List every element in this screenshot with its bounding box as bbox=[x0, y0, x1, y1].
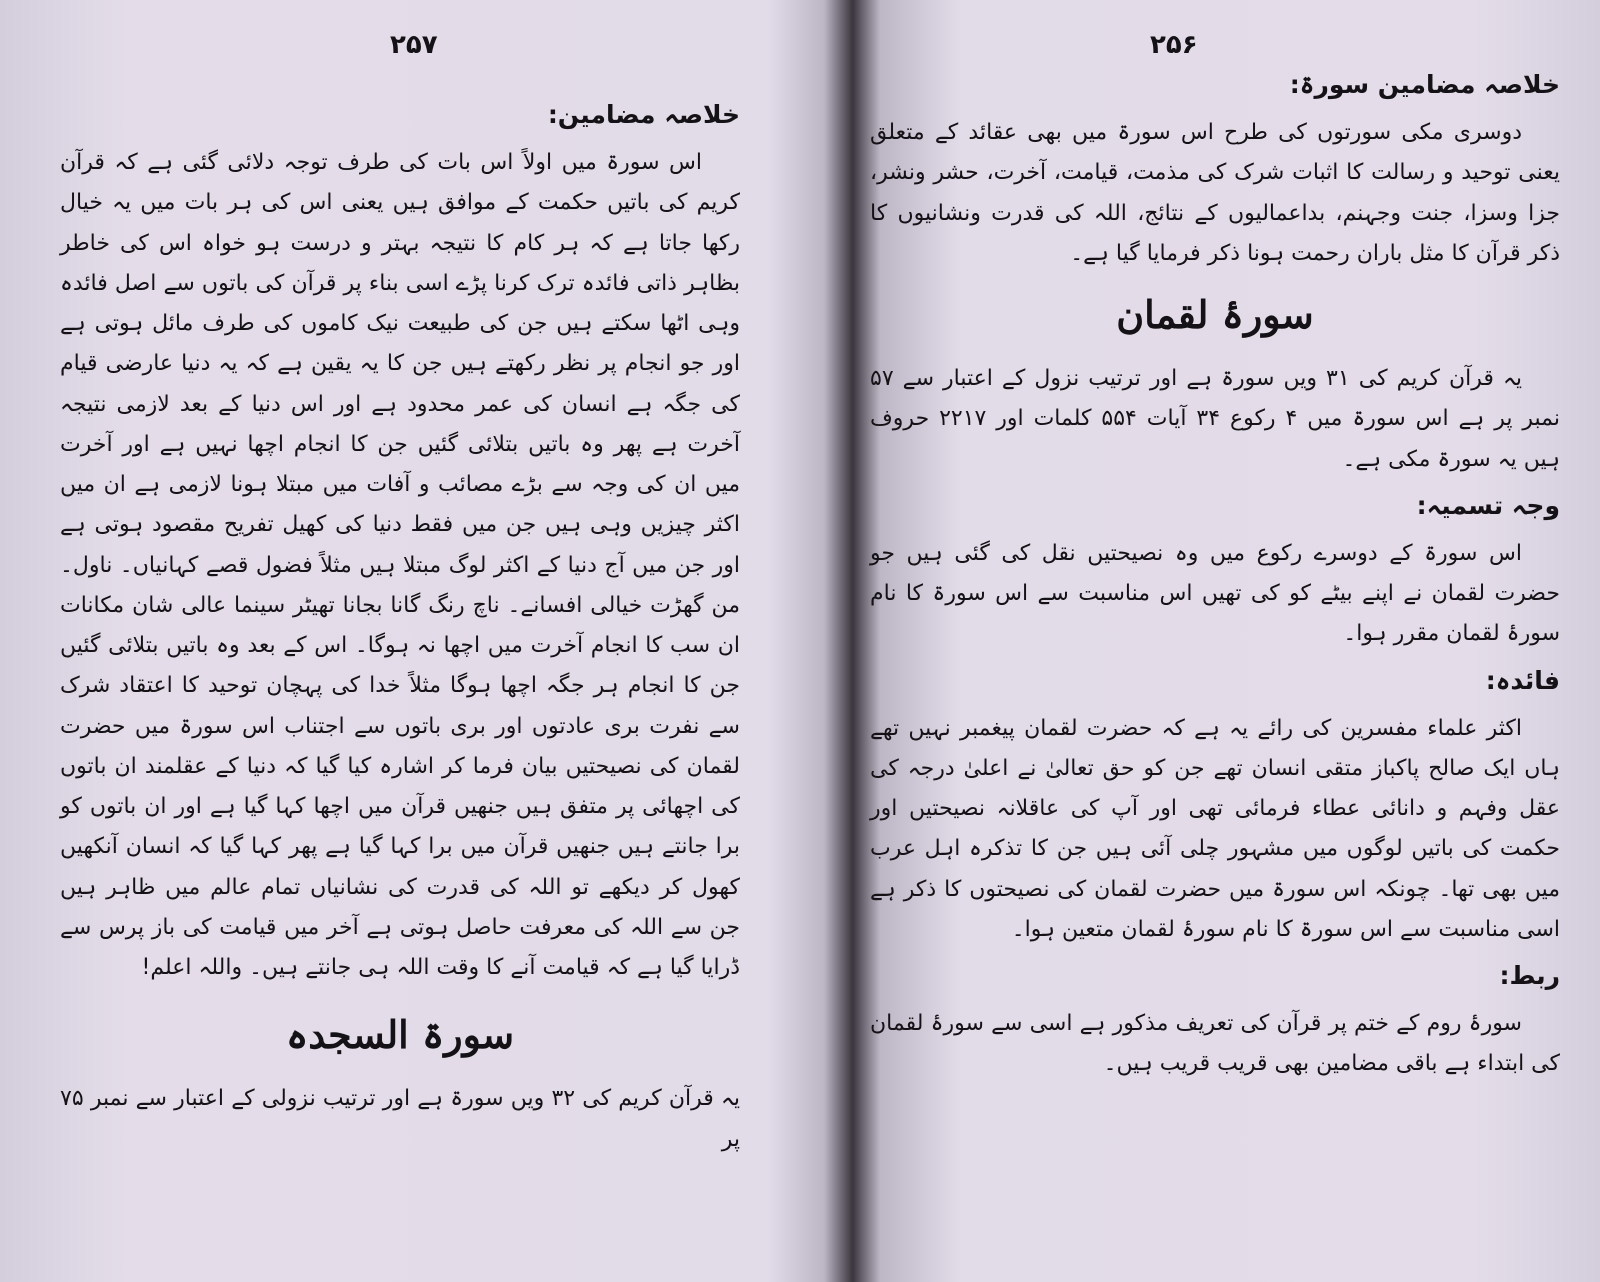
section-heading-summary: خلاصہ مضامین: bbox=[547, 100, 740, 129]
intro-paragraph: یہ قرآن کریم کی ۳۲ ویں سورۃ ہے اور ترتیب نزولی کے اعتبار سے نمبر ۷۵ پر bbox=[60, 1086, 740, 1152]
link-paragraph: سورۂ روم کے ختم پر قرآن کی تعریف مذکور ہے اسی سے سورۂ لقمان کی ابتداء ہے باقی مضامین بھی قریب قریب ہیں۔ bbox=[870, 1011, 1560, 1077]
naming-paragraph: اس سورۃ کے دوسرے رکوع میں وہ نصیحتیں نقل کی گئی ہیں جو حضرت لقمان نے اپنے بیٹے کو کی تھیں اس مناسبت سے اس سورۃ کا نام سورۂ لقمان مقرر ہوا۔ bbox=[870, 540, 1560, 647]
summary-paragraph: اس سورۃ میں اولاً اس بات کی طرف توجہ دلائی گئی ہے کہ قرآن کریم کی باتیں حکمت کے موافق ہیں یعنی اس کی ہر بات میں یہ خیال رکھا جاتا ہے کہ ہر کام کا نتیجہ بہتر و درست ہو خواہ اس کی خاطر بظاہر ذاتی فائدہ ترک کرنا پڑے اسی بناء پر قرآن کی باتوں سے اصل فائدہ وہی اٹھا سکتے ہیں جن کی طبیعت نیک کاموں کی طرف مائل ہوتی ہے اور جو انجام پر نظر رکھتے ہیں جن کا یہ یقین ہے کہ یہ دنیا عارضی قیام کی جگہ ہے انسان کی عمر محدود ہے اور اس دنیا کے بعد لازمی نتیجہ آخرت ہے پھر وہ باتیں بتلائی گئیں جن کا انجام اچھا نہیں ہے اور آخرت میں ان کی وجہ سے بڑے مصائب و آفات میں مبتلا ہونا لازمی ہے ان میں اکثر چیزیں وہی ہیں جن میں فقط دنیا کی کھیل تفریح مقصود ہوتی ہے اور جن میں آج دنیا کے اکثر لوگ مبتلا ہیں مثلاً فضول قصے کہانیاں۔ ناول۔ من گھڑت خیالی افسانے۔ ناچ رنگ گانا بجانا تھیٹر سینما عالی شان مکانات ان سب کا انجام آخرت میں اچھا نہ ہوگا۔ اس کے بعد وہ باتیں بتلائی گئیں جن کا انجام ہر جگہ اچھا ہوگا مثلاً خدا کی پہچان توحید کا اعتقاد شرک سے نفرت بری عادتوں اور بری باتوں سے اجتناب اس سورۃ میں حضرت لقمان کی نصیحتیں بیان فرما کر اشارہ کیا گیا کہ دنیا کے عقلمند ان باتوں کی اچھائی پر متفق ہیں جنھیں قرآن میں اچھا کہا گیا ہے اور ان باتوں کو برا جانتے ہیں جنھیں قرآن میں برا کہا گیا ہے پھر کہا گیا کہ انسان آنکھیں کھول کر دیکھے تو اللہ کی قدرت کی نشانیاں تمام عالم میں ظاہر ہیں جن سے اللہ کی معرفت حاصل ہوتی ہے آخر میں قیامت کی باز پرس سے ڈرایا گیا ہے کہ قیامت آنے کا وقت اللہ ہی جانتے ہیں۔ واللہ اعلم! bbox=[60, 150, 740, 980]
summary-paragraph: دوسری مکی سورتوں کی طرح اس سورۃ میں بھی عقائد کے متعلق یعنی توحید و رسالت کا اثبات شرک کی مذمت، قیامت، آخرت، حشر ونشر، جزا وسزا، جنت وجہنم، بداعمالیوں کے نتائج، اللہ کی قدرت ونشانیوں کا ذکر قرآن کا مثل باران رحمت ہونا ذکر فرمایا گیا ہے۔ bbox=[870, 120, 1560, 266]
section-heading-benefit: فائدہ: bbox=[1485, 665, 1560, 695]
right-page-content bbox=[870, 65, 1560, 1091]
surah-title: سورۃ السجدہ bbox=[285, 1012, 515, 1058]
section-heading-link: ربط: bbox=[1499, 961, 1560, 991]
right-page bbox=[860, 0, 1600, 1282]
section-heading-summary: خلاصہ مضامین سورۃ: bbox=[1289, 70, 1560, 99]
benefit-paragraph: اکثر علماء مفسرین کی رائے یہ ہے کہ حضرت لقمان پیغمبر نہیں تھے ہاں ایک صالح پاکباز متقی انسان تھے جن کو حق تعالیٰ نے اعلیٰ درجہ کی عقل وفہم و دانائی عطاء فرمائی تھی اور آپ کی عاقلانہ نصیحتیں اور حکمت کی باتیں لوگوں میں مشہور چلی آئی ہیں جن کا تذکرہ اہل عرب میں بھی تھا۔ چونکہ اس سورۃ میں حضرت لقمان کی نصیحتوں کا ذکر ہے اسی مناسبت سے اس سورۃ کا نام سورۂ لقمان متعین ہوا۔ bbox=[870, 715, 1560, 942]
page-number: ۲۵۶ bbox=[1150, 30, 1198, 60]
page-number: ۲۵۷ bbox=[390, 30, 438, 60]
intro-paragraph: یہ قرآن کریم کی ۳۱ ویں سورۃ ہے اور ترتیب نزول کے اعتبار سے ۵۷ نمبر پر ہے اس سورۃ میں ۴ رکوع ۳۴ آیات ۵۵۴ کلمات اور ۲۲۱۷ حروف ہیں یہ سورۃ مکی ہے۔ bbox=[870, 366, 1561, 472]
section-heading-naming: وجہ تسمیہ: bbox=[1416, 490, 1560, 520]
surah-title: سورۂ لقمان bbox=[1116, 292, 1314, 337]
left-page-content bbox=[60, 95, 740, 1166]
